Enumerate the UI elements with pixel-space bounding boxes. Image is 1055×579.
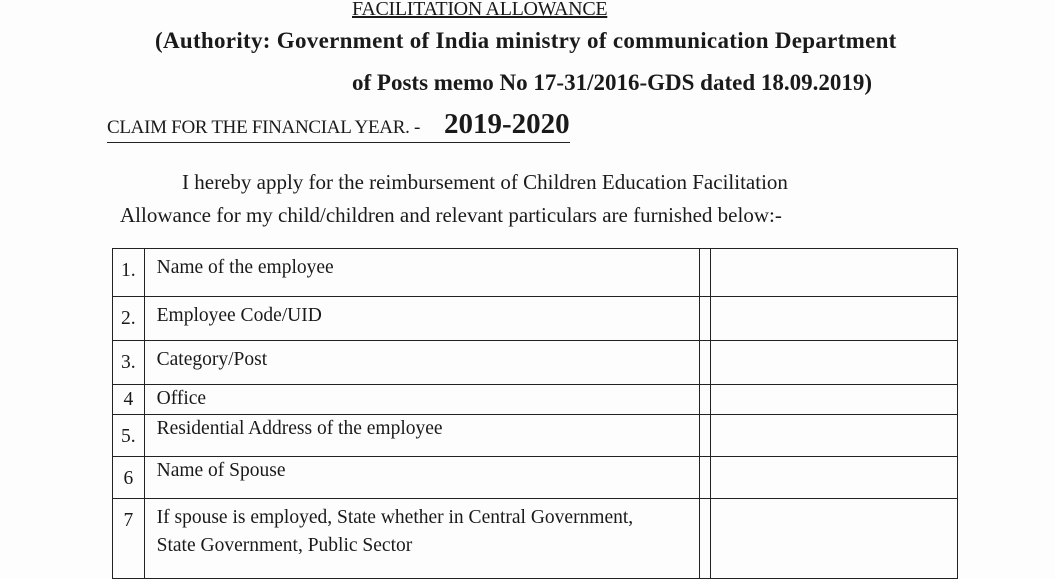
table-row [113, 297, 958, 341]
spacer-cell [699, 249, 710, 297]
table-row [113, 457, 958, 499]
row-number: 1. [113, 249, 145, 297]
intro-line-1: I hereby apply for the reimbursement of Children Education Facilitation [182, 170, 788, 194]
row-number: 4 [113, 385, 145, 415]
row-label: Category/Post [144, 341, 699, 385]
row-label: Office [144, 385, 699, 415]
spouse-name-field[interactable] [710, 457, 957, 499]
claim-label: CLAIM FOR THE FINANCIAL YEAR. - [107, 117, 420, 138]
spacer-cell [699, 457, 710, 499]
row-number: 7 [113, 499, 145, 579]
row-label: Name of Spouse [144, 457, 699, 499]
table-row [113, 415, 958, 457]
row-label: If spouse is employed, State whether in Central Government, State Government, Public Sector [144, 499, 699, 579]
spacer-cell [699, 341, 710, 385]
table-row [113, 341, 958, 385]
spouse-employment-field[interactable] [710, 499, 957, 579]
office-field[interactable] [710, 385, 957, 415]
spacer-cell [699, 297, 710, 341]
row-label: Employee Code/UID [144, 297, 699, 341]
employee-name-field[interactable] [710, 249, 957, 297]
residential-address-field[interactable] [710, 415, 957, 457]
row-label: Residential Address of the employee [144, 415, 699, 457]
form-title: FACILITATION ALLOWANCE [352, 0, 608, 20]
particulars-table [112, 248, 958, 579]
claim-financial-year [107, 108, 570, 143]
category-post-field[interactable] [710, 341, 957, 385]
claim-year: 2019-2020 [444, 108, 570, 140]
authority-line-2: of Posts memo No 17-31/2016-GDS dated 18.09.2019) [352, 70, 873, 95]
row-label: Name of the employee [144, 249, 699, 297]
employee-code-field[interactable] [710, 297, 957, 341]
row-number: 5. [113, 415, 145, 457]
row-number: 3. [113, 341, 145, 385]
spacer-cell [699, 415, 710, 457]
spacer-cell [699, 499, 710, 579]
table-row [113, 499, 958, 579]
row-number: 6 [113, 457, 145, 499]
table-row [113, 385, 958, 415]
authority-line-1: (Authority: Government of India ministry of communication Department [155, 28, 897, 53]
intro-line-2: Allowance for my child/children and relevant particulars are furnished below:- [120, 203, 782, 227]
table-row [113, 249, 958, 297]
row-number: 2. [113, 297, 145, 341]
spacer-cell [699, 385, 710, 415]
